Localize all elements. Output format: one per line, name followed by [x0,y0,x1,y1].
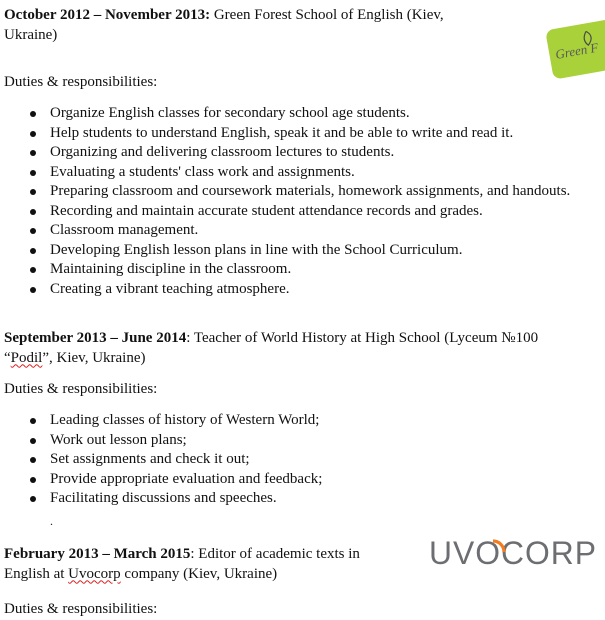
list-item: Evaluating a students' class work and assignments. [30,163,570,183]
list-item: Leading classes of history of Western World; [30,411,322,431]
job1-duties-label: Duties & responsibilities: [4,74,158,90]
list-item: Recording and maintain accurate student attendance records and grades. [30,202,570,222]
job2-duties-label: Duties & responsibilities: [4,381,158,397]
list-item: Classroom management. [30,221,570,241]
uvocorp-logo-text: UVOCORP [429,535,597,571]
list-item: Help students to understand English, speak it and be able to write and read it. [30,124,570,144]
job1-dates: October 2012 – November 2013: [4,7,211,23]
spellcheck-word-podil: Podil [10,349,43,366]
green-forest-logo-mark [545,18,605,79]
list-item: Facilitating discussions and speeches. [30,489,322,509]
green-forest-logo-text: Green F [554,39,600,62]
list-item: Organizing and delivering classroom lectures to students. [30,143,570,163]
list-item: Creating a vibrant teaching atmosphere. [30,280,570,300]
list-item: Organize English classes for secondary school age students. [30,104,570,124]
stray-dot: . [50,514,53,528]
job1-heading [4,6,524,45]
job3-employer-tail: company (Kiev, Ukraine) [120,565,278,582]
job2-duties-list [30,411,322,509]
job2-employer: : Teacher of World History at High School (Lyceum №100 [186,330,539,346]
spellcheck-word-uvocorp: Uvocorp [68,565,121,582]
list-item: Maintaining discipline in the classroom. [30,260,570,280]
list-item: Developing English lesson plans in line with the School Curriculum. [30,241,570,261]
list-item: Work out lesson plans; [30,431,322,451]
green-forest-logo [545,18,605,79]
job3-employer: : Editor of academic texts in [190,546,360,562]
list-item: Preparing classroom and coursework materials, homework assignments, and handouts. [30,182,570,202]
job2-heading [4,329,594,368]
open-quote: “ [4,349,11,366]
job3-employer-cont: English at [4,565,69,582]
job2-dates: September 2013 – June 2014 [4,330,187,346]
job3-heading [4,545,414,584]
job1-employer: Green Forest School of English (Kiev, [210,7,444,23]
job1-employer-cont: Ukraine) [4,26,58,43]
list-item: Provide appropriate evaluation and feedback; [30,470,322,490]
job3-dates: February 2013 – March 2015 [4,546,191,562]
job3-duties-label: Duties & responsibilities: [4,601,158,617]
list-item: Set assignments and check it out; [30,450,322,470]
job1-duties-list [30,104,570,299]
uvocorp-logo [429,532,599,572]
job2-employer-cont: ”, Kiev, Ukraine) [42,349,146,366]
